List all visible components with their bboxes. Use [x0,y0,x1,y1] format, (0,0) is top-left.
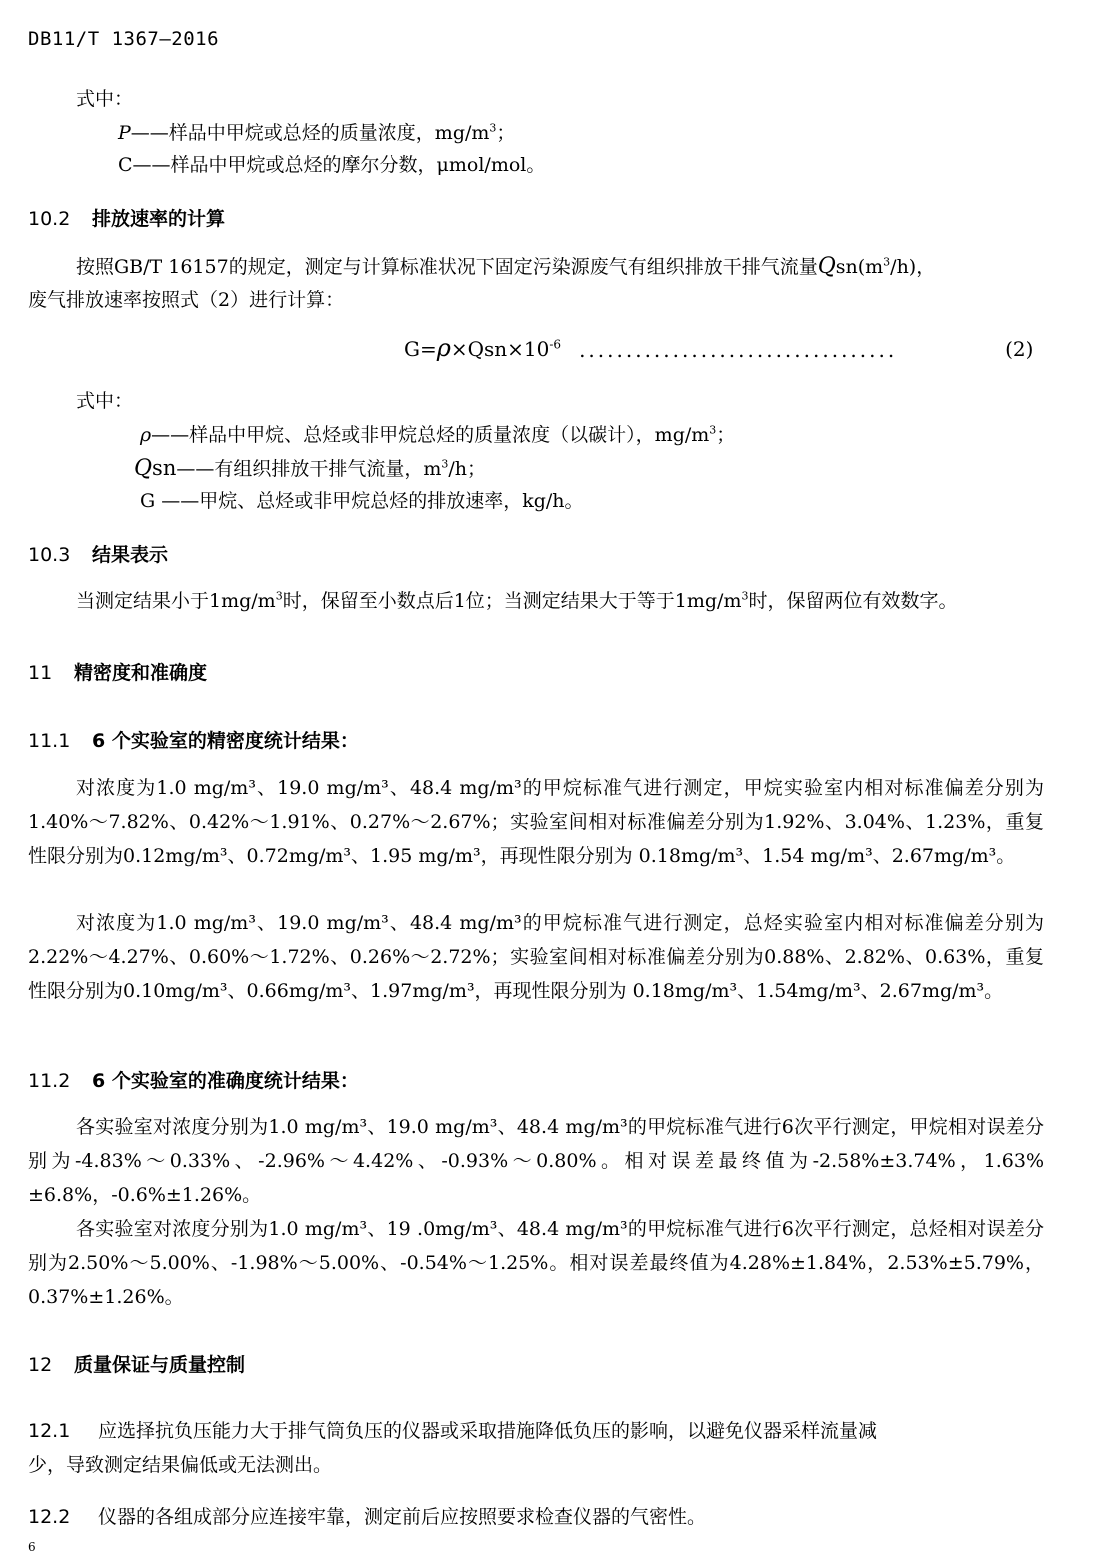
superscript: 3 [489,121,497,135]
para-text: 各实验室对浓度分别为1.0 mg/m³、19.0 mg/m³、48.4 mg/m³的甲烷标准气进行6次平行测定，甲烷相对误差分别为-4.83%～0.33%、-2.96%～4.42%、-0.93%～0.80%。相对误差最终值为-2.58%±3.74%，1.63%±6.8%，-0.6%±1.26%。 [28,1116,1044,1206]
para-text: 对浓度为1.0 mg/m³、19.0 mg/m³、48.4 mg/m³的甲烷标准气进行测定，甲烷实验室内相对标准偏差分别为1.40%～7.82%、0.42%～1.91%、0.27%～2.67%；实验室间相对标准偏差分别为1.92%、3.04%、1.23%，重复性限分别为0.12mg/m³、0.72mg/m³、1.95 mg/m³，再现性限分别为 0.18mg/m³、1.54 mg/m³、2.67mg/m³。 [28,777,1044,867]
sec11-2-methane-para [28,1110,1044,1212]
para-text: 时，保留两位有效数字。 [748,590,958,612]
symbol-rho: ρ [140,424,152,446]
sec10-2-para-line2: 废气排放速率按照式（2）进行计算： [28,289,345,311]
where-item-rho-text: ——样品中甲烷、总烃或非甲烷总烃的质量浓度（以碳计），mg/m [151,424,710,446]
section-number: 10.2 [28,208,71,230]
section-number: 11 [28,662,53,684]
symbol-q: Q [134,456,153,481]
where-item-rho [140,424,735,447]
para-unit: sn(m [835,256,884,278]
superscript: 3 [741,589,749,603]
where-item-c-text: ——样品中甲烷或总烃的摩尔分数，μmol/mol。 [132,154,546,176]
section-10-3-heading [28,540,168,567]
sec11-1-methane-para [28,771,1044,873]
clause-text: 少，导致测定结果偏低或无法测出。 [28,1454,333,1476]
clause-number: 12.2 [28,1506,71,1528]
formula-mid: ×Qsn×10 [450,337,550,361]
formula-2 [404,334,1033,362]
section-11-2-heading [28,1066,359,1093]
sec10-2-para-line1 [76,254,935,280]
section-title: 精密度和准确度 [74,662,208,684]
where-item-qsn-text: ——有组织排放干排气流量，m [176,458,442,480]
sec11-1-total-para [28,906,1044,1008]
para-text: 当测定结果小于1mg/m [76,590,276,612]
section-number: 11.1 [28,730,71,752]
formula-rho: ρ [436,334,451,362]
where-item-p-tail: ； [496,122,516,144]
section-number: 10.3 [28,544,71,566]
section-title: 结果表示 [92,544,169,566]
sec11-2-total-para [28,1212,1044,1314]
clause-number: 12.1 [28,1420,71,1442]
symbol-c: C [118,154,133,176]
superscript: 3 [709,423,717,437]
section-11-1-heading [28,726,359,753]
sec12-2-para [28,1500,1044,1534]
where-item-p [118,122,515,145]
section-title: 6 个实验室的精密度统计结果： [92,730,359,752]
sec12-1-para [28,1414,1044,1482]
where-label-2: 式中： [76,390,134,412]
sec10-3-para [76,590,957,613]
para-text: 各实验室对浓度分别为1.0 mg/m³、19 .0mg/m³、48.4 mg/m³的甲烷标准气进行6次平行测定，总烃相对误差分别为2.50%～5.00%、-1.98%～5.00%、-0.54%～1.25%。相对误差最终值为4.28%±1.84%，2.53%±5.79%，0.37%±1.26%。 [28,1218,1044,1308]
para-unit-tail: /h)， [890,256,936,278]
section-title: 6 个实验室的准确度统计结果： [92,1070,359,1092]
superscript: 3 [883,255,891,269]
formula-exponent: -6 [549,337,562,352]
section-number: 11.2 [28,1070,71,1092]
section-title: 质量保证与质量控制 [74,1354,246,1376]
section-11-heading [28,658,207,685]
superscript: 3 [441,457,449,471]
section-12-heading [28,1350,245,1377]
where-item-qsn [134,456,486,482]
symbol-sn: sn [152,456,177,480]
para-text: 时，保留至小数点后1位；当测定结果大于等于1mg/m [282,590,742,612]
section-title: 排放速率的计算 [92,208,226,230]
formula-left: G= [404,337,437,361]
formula-leader-dots: .................................. [579,338,898,362]
where-item-p-text: ——样品中甲烷或总烃的质量浓度，mg/m [130,122,490,144]
section-10-2-heading [28,204,225,231]
clause-text: 仪器的各组成部分应连接牢靠，测定前后应按照要求检查仪器的气密性。 [98,1506,707,1528]
where-item-c [118,154,545,177]
formula-number: (2) [1005,337,1034,361]
where-item-qsn-tail: /h； [448,458,487,480]
symbol-p: P [118,122,131,144]
clause-text: 应选择抗负压能力大于排气筒负压的仪器或采取措施降低负压的影响，以避免仪器采样流量减 [98,1420,878,1442]
where-item-rho-tail: ； [716,424,736,446]
symbol-q: Q [817,254,836,279]
para-text: 对浓度为1.0 mg/m³、19.0 mg/m³、48.4 mg/m³的甲烷标准气进行测定，总烃实验室内相对标准偏差分别为2.22%～4.27%、0.60%～1.72%、0.26%～2.72%；实验室间相对标准偏差分别为0.88%、2.82%、0.63%，重复性限分别为0.10mg/m³、0.66mg/m³、1.97mg/m³，再现性限分别为 0.18mg/m³、1.54mg/m³、2.67mg/m³。 [28,912,1044,1002]
page-number: 6 [28,1540,36,1554]
where-label: 式中： [76,88,134,110]
para-text: 按照GB/T 16157的规定，测定与计算标准状况下固定污染源废气有组织排放干排气流量 [76,256,818,278]
section-number: 12 [28,1354,53,1376]
where-item-g: G ——甲烷、总烃或非甲烷总烃的排放速率，kg/h。 [140,490,584,512]
document-header: DB11/T 1367—2016 [28,28,220,50]
superscript: 3 [275,589,283,603]
